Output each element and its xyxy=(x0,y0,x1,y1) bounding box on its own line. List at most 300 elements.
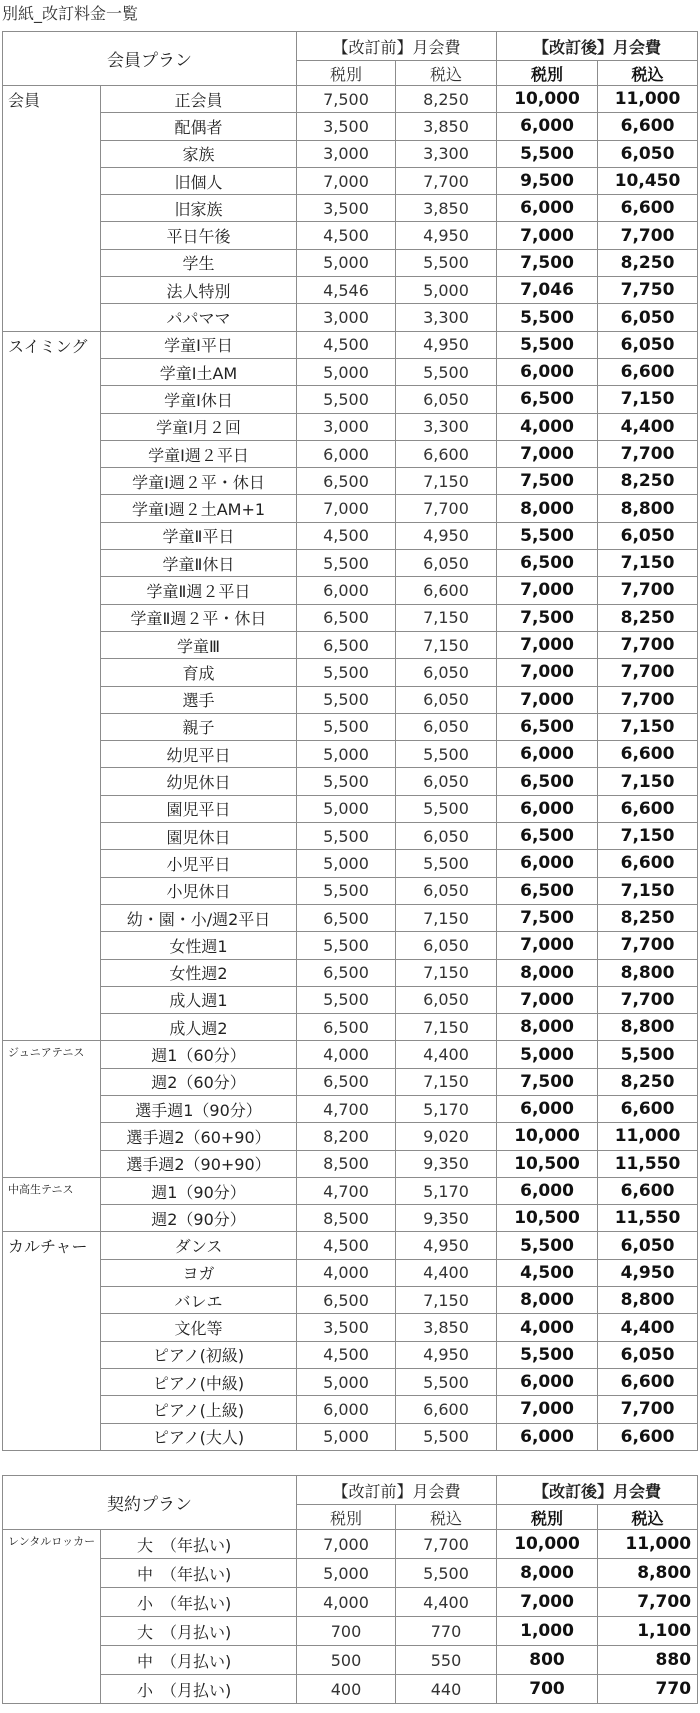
before-tax-incl-cell: 5,170 xyxy=(396,1177,497,1204)
before-tax-incl-cell: 5,500 xyxy=(396,741,497,768)
before-tax-incl-cell: 4,950 xyxy=(396,1232,497,1259)
before-tax-excl-header: 税別 xyxy=(297,61,396,86)
before-tax-excl-cell: 5,000 xyxy=(297,1559,396,1588)
before-tax-excl-cell: 5,000 xyxy=(297,741,396,768)
plan-name-cell: 学童Ⅱ週２平・休日 xyxy=(101,604,297,631)
before-tax-incl-cell: 4,950 xyxy=(396,1341,497,1368)
after-tax-incl-cell: 7,150 xyxy=(598,768,698,795)
table-row xyxy=(3,986,698,1013)
after-tax-excl-cell: 6,000 xyxy=(497,113,598,140)
before-tax-excl-cell: 5,500 xyxy=(297,386,396,413)
table-row xyxy=(3,1014,698,1041)
before-tax-excl-cell: 7,000 xyxy=(297,167,396,194)
plan-name-cell: 小 （年払い) xyxy=(101,1588,297,1617)
table-row xyxy=(3,1123,698,1150)
before-tax-incl-cell: 770 xyxy=(396,1617,497,1646)
plan-name-cell: パパママ xyxy=(101,304,297,331)
before-tax-excl-cell: 5,000 xyxy=(297,795,396,822)
before-tax-excl-cell: 4,000 xyxy=(297,1259,396,1286)
after-tax-incl-cell: 8,250 xyxy=(598,904,698,931)
after-tax-excl-cell: 7,500 xyxy=(497,468,598,495)
after-tax-incl-cell: 6,600 xyxy=(598,741,698,768)
after-tax-excl-cell: 7,500 xyxy=(497,604,598,631)
table-row xyxy=(3,195,698,222)
membership-fee-table xyxy=(2,31,698,1451)
locker-fee-table xyxy=(2,1475,698,1704)
after-tax-incl-cell: 6,600 xyxy=(598,1095,698,1122)
after-tax-excl-cell: 6,000 xyxy=(497,1095,598,1122)
plan-name-cell: 幼児休日 xyxy=(101,768,297,795)
table-row xyxy=(3,304,698,331)
before-tax-incl-cell: 7,150 xyxy=(396,959,497,986)
member-plan-header: 会員プラン xyxy=(3,32,297,86)
table-row xyxy=(3,222,698,249)
plan-name-cell: 週1（60分） xyxy=(101,1041,297,1068)
plan-name-cell: 学童Ⅰ週２平日 xyxy=(101,440,297,467)
plan-name-cell: 幼・園・小/週2平日 xyxy=(101,904,297,931)
table-row xyxy=(3,1646,698,1675)
plan-name-cell: 学童Ⅰ週２土AM+1 xyxy=(101,495,297,522)
table-row xyxy=(3,1177,698,1204)
after-tax-excl-cell: 10,000 xyxy=(497,1123,598,1150)
table-row xyxy=(3,850,698,877)
after-tax-excl-cell: 4,000 xyxy=(497,413,598,440)
plan-name-cell: 平日午後 xyxy=(101,222,297,249)
table-row xyxy=(3,277,698,304)
plan-name-cell: 小児平日 xyxy=(101,850,297,877)
before-tax-incl-cell: 3,850 xyxy=(396,113,497,140)
locker-after-tax-excl-header: 税別 xyxy=(497,1505,598,1530)
before-tax-excl-cell: 5,500 xyxy=(297,550,396,577)
before-tax-incl-cell: 6,050 xyxy=(396,659,497,686)
table-row xyxy=(3,86,698,113)
before-tax-incl-cell: 9,350 xyxy=(396,1205,497,1232)
after-tax-excl-cell: 6,000 xyxy=(497,1423,598,1450)
before-tax-incl-header: 税込 xyxy=(396,61,497,86)
before-tax-incl-cell: 5,500 xyxy=(396,1368,497,1395)
after-tax-incl-cell: 4,950 xyxy=(598,1259,698,1286)
category-cell: 会員 xyxy=(3,86,101,332)
table-row xyxy=(3,686,698,713)
before-tax-excl-cell: 3,000 xyxy=(297,140,396,167)
before-tax-excl-cell: 6,500 xyxy=(297,631,396,658)
table-row xyxy=(3,1588,698,1617)
table-row xyxy=(3,877,698,904)
before-tax-excl-cell: 4,700 xyxy=(297,1177,396,1204)
after-tax-incl-cell: 8,800 xyxy=(598,495,698,522)
after-tax-excl-cell: 8,000 xyxy=(497,1014,598,1041)
before-tax-incl-cell: 7,150 xyxy=(396,631,497,658)
before-tax-incl-cell: 3,850 xyxy=(396,195,497,222)
after-tax-excl-cell: 5,500 xyxy=(497,522,598,549)
before-tax-excl-cell: 5,500 xyxy=(297,768,396,795)
after-tax-excl-cell: 7,000 xyxy=(497,222,598,249)
table-row xyxy=(3,386,698,413)
table-row xyxy=(3,331,698,358)
after-tax-incl-cell: 8,800 xyxy=(598,1559,698,1588)
after-tax-incl-cell: 6,600 xyxy=(598,1423,698,1450)
table-row xyxy=(3,1396,698,1423)
after-tax-excl-cell: 6,500 xyxy=(497,386,598,413)
plan-name-cell: 学童Ⅱ休日 xyxy=(101,550,297,577)
before-tax-incl-cell: 3,300 xyxy=(396,304,497,331)
plan-name-cell: 週1（90分） xyxy=(101,1177,297,1204)
plan-name-cell: 学童Ⅰ月２回 xyxy=(101,413,297,440)
after-tax-incl-cell: 6,050 xyxy=(598,1341,698,1368)
after-tax-excl-cell: 7,500 xyxy=(497,249,598,276)
before-tax-incl-cell: 7,700 xyxy=(396,1530,497,1559)
after-tax-incl-cell: 7,150 xyxy=(598,823,698,850)
plan-name-cell: 成人週1 xyxy=(101,986,297,1013)
before-tax-incl-cell: 6,050 xyxy=(396,932,497,959)
before-tax-excl-cell: 7,000 xyxy=(297,1530,396,1559)
after-tax-excl-cell: 700 xyxy=(497,1675,598,1704)
after-tax-excl-cell: 6,500 xyxy=(497,550,598,577)
after-tax-excl-cell: 8,000 xyxy=(497,495,598,522)
after-tax-incl-cell: 8,250 xyxy=(598,604,698,631)
after-tax-excl-cell: 7,000 xyxy=(497,659,598,686)
table-row xyxy=(3,741,698,768)
before-tax-excl-cell: 5,000 xyxy=(297,358,396,385)
plan-name-cell: ピアノ(大人) xyxy=(101,1423,297,1450)
after-tax-excl-cell: 7,046 xyxy=(497,277,598,304)
before-tax-incl-cell: 5,500 xyxy=(396,1423,497,1450)
before-tax-excl-cell: 6,000 xyxy=(297,577,396,604)
before-tax-incl-cell: 6,050 xyxy=(396,713,497,740)
after-tax-excl-cell: 8,000 xyxy=(497,1559,598,1588)
after-tax-excl-cell: 6,000 xyxy=(497,1368,598,1395)
before-tax-incl-cell: 6,050 xyxy=(396,386,497,413)
after-tax-incl-header: 税込 xyxy=(598,61,698,86)
plan-name-cell: 法人特別 xyxy=(101,277,297,304)
plan-name-cell: 小児休日 xyxy=(101,877,297,904)
before-tax-incl-cell: 440 xyxy=(396,1675,497,1704)
after-tax-excl-cell: 5,500 xyxy=(497,1341,598,1368)
before-tax-incl-cell: 8,250 xyxy=(396,86,497,113)
before-tax-excl-cell: 6,500 xyxy=(297,1068,396,1095)
after-tax-incl-cell: 6,050 xyxy=(598,331,698,358)
table-row xyxy=(3,768,698,795)
table-row xyxy=(3,932,698,959)
after-tax-incl-cell: 10,450 xyxy=(598,167,698,194)
plan-name-cell: ダンス xyxy=(101,1232,297,1259)
before-tax-incl-cell: 6,600 xyxy=(396,1396,497,1423)
plan-name-cell: 家族 xyxy=(101,140,297,167)
table-row xyxy=(3,468,698,495)
table-row xyxy=(3,522,698,549)
after-tax-incl-cell: 7,700 xyxy=(598,577,698,604)
after-tax-incl-cell: 11,000 xyxy=(598,86,698,113)
table-row xyxy=(3,1314,698,1341)
after-tax-excl-cell: 6,000 xyxy=(497,1177,598,1204)
plan-name-cell: ピアノ(初級) xyxy=(101,1341,297,1368)
before-tax-excl-cell: 4,546 xyxy=(297,277,396,304)
after-tax-incl-cell: 6,050 xyxy=(598,140,698,167)
table-row xyxy=(3,1205,698,1232)
after-tax-incl-cell: 7,150 xyxy=(598,877,698,904)
table-row xyxy=(3,795,698,822)
plan-name-cell: 園児休日 xyxy=(101,823,297,850)
before-tax-incl-cell: 6,600 xyxy=(396,440,497,467)
table-row xyxy=(3,1423,698,1450)
after-tax-excl-cell: 5,500 xyxy=(497,140,598,167)
plan-name-cell: 選手 xyxy=(101,686,297,713)
after-tax-incl-cell: 6,600 xyxy=(598,795,698,822)
plan-name-cell: 週2（60分） xyxy=(101,1068,297,1095)
after-tax-excl-cell: 6,000 xyxy=(497,795,598,822)
before-tax-incl-cell: 5,170 xyxy=(396,1095,497,1122)
before-tax-excl-cell: 3,500 xyxy=(297,1314,396,1341)
before-tax-incl-cell: 4,400 xyxy=(396,1041,497,1068)
after-tax-excl-cell: 4,500 xyxy=(497,1259,598,1286)
plan-name-cell: ピアノ(中級) xyxy=(101,1368,297,1395)
before-tax-excl-cell: 5,000 xyxy=(297,1368,396,1395)
plan-name-cell: 大 （月払い) xyxy=(101,1617,297,1646)
table-row xyxy=(3,1368,698,1395)
after-tax-excl-cell: 7,500 xyxy=(497,1068,598,1095)
after-tax-incl-cell: 7,700 xyxy=(598,1396,698,1423)
table-row xyxy=(3,631,698,658)
table-row xyxy=(3,1232,698,1259)
table-row xyxy=(3,577,698,604)
after-tax-excl-cell: 7,000 xyxy=(497,1588,598,1617)
before-tax-excl-cell: 6,500 xyxy=(297,1014,396,1041)
after-tax-incl-cell: 7,700 xyxy=(598,932,698,959)
before-tax-excl-cell: 5,000 xyxy=(297,1423,396,1450)
plan-name-cell: ピアノ(上級) xyxy=(101,1396,297,1423)
before-tax-incl-cell: 7,150 xyxy=(396,1287,497,1314)
after-tax-incl-cell: 8,250 xyxy=(598,468,698,495)
after-tax-excl-cell: 5,500 xyxy=(497,1232,598,1259)
plan-name-cell: 学童Ⅰ土AM xyxy=(101,358,297,385)
plan-name-cell: 文化等 xyxy=(101,1314,297,1341)
before-tax-incl-cell: 4,400 xyxy=(396,1588,497,1617)
before-tax-excl-cell: 5,500 xyxy=(297,686,396,713)
before-tax-incl-cell: 6,050 xyxy=(396,823,497,850)
plan-name-cell: 成人週2 xyxy=(101,1014,297,1041)
before-tax-incl-cell: 9,350 xyxy=(396,1150,497,1177)
after-tax-incl-cell: 770 xyxy=(598,1675,698,1704)
before-tax-incl-cell: 6,050 xyxy=(396,686,497,713)
after-tax-excl-cell: 7,000 xyxy=(497,577,598,604)
before-tax-excl-cell: 5,500 xyxy=(297,986,396,1013)
before-tax-incl-cell: 3,850 xyxy=(396,1314,497,1341)
table-row xyxy=(3,823,698,850)
before-tax-excl-cell: 6,000 xyxy=(297,1396,396,1423)
after-tax-incl-cell: 4,400 xyxy=(598,1314,698,1341)
table-row xyxy=(3,113,698,140)
after-tax-incl-cell: 8,800 xyxy=(598,1014,698,1041)
category-cell: 中高生テニス xyxy=(3,1177,101,1232)
before-tax-excl-cell: 5,000 xyxy=(297,249,396,276)
before-tax-excl-cell: 6,500 xyxy=(297,468,396,495)
after-tax-excl-header: 税別 xyxy=(497,61,598,86)
after-tax-excl-cell: 6,000 xyxy=(497,195,598,222)
before-tax-excl-cell: 8,200 xyxy=(297,1123,396,1150)
after-tax-excl-cell: 7,000 xyxy=(497,440,598,467)
after-tax-incl-cell: 8,800 xyxy=(598,1287,698,1314)
before-tax-incl-cell: 4,950 xyxy=(396,522,497,549)
after-tax-incl-cell: 1,100 xyxy=(598,1617,698,1646)
before-tax-incl-cell: 5,500 xyxy=(396,795,497,822)
after-tax-excl-cell: 5,500 xyxy=(497,331,598,358)
before-tax-excl-cell: 4,500 xyxy=(297,1341,396,1368)
before-tax-excl-cell: 5,500 xyxy=(297,877,396,904)
plan-name-cell: 園児平日 xyxy=(101,795,297,822)
after-tax-incl-cell: 5,500 xyxy=(598,1041,698,1068)
after-tax-incl-cell: 7,150 xyxy=(598,386,698,413)
plan-name-cell: 学童Ⅱ平日 xyxy=(101,522,297,549)
after-tax-incl-cell: 6,600 xyxy=(598,358,698,385)
after-tax-excl-cell: 5,000 xyxy=(497,1041,598,1068)
before-tax-excl-cell: 3,500 xyxy=(297,195,396,222)
before-tax-excl-cell: 8,500 xyxy=(297,1205,396,1232)
plan-name-cell: 中 （年払い) xyxy=(101,1559,297,1588)
after-tax-excl-cell: 7,000 xyxy=(497,1396,598,1423)
plan-name-cell: 週2（90分） xyxy=(101,1205,297,1232)
before-tax-excl-cell: 4,700 xyxy=(297,1095,396,1122)
after-tax-excl-cell: 10,500 xyxy=(497,1205,598,1232)
after-tax-incl-cell: 8,250 xyxy=(598,1068,698,1095)
contract-plan-header: 契約プラン xyxy=(3,1476,297,1530)
table-row xyxy=(3,713,698,740)
before-tax-excl-cell: 7,000 xyxy=(297,495,396,522)
before-tax-incl-cell: 7,150 xyxy=(396,1014,497,1041)
plan-name-cell: 選手週1（90分） xyxy=(101,1095,297,1122)
before-tax-excl-cell: 3,000 xyxy=(297,413,396,440)
after-tax-excl-cell: 5,500 xyxy=(497,304,598,331)
before-tax-excl-cell: 4,000 xyxy=(297,1588,396,1617)
before-tax-excl-cell: 5,500 xyxy=(297,932,396,959)
locker-after-revision-header: 【改訂後】月会費 xyxy=(497,1476,698,1505)
after-tax-incl-cell: 7,700 xyxy=(598,631,698,658)
table-row xyxy=(3,1041,698,1068)
after-tax-incl-cell: 7,700 xyxy=(598,1588,698,1617)
before-tax-incl-cell: 7,150 xyxy=(396,904,497,931)
after-tax-excl-cell: 6,000 xyxy=(497,850,598,877)
document-title: 別紙_改訂料金一覧 xyxy=(2,4,139,23)
plan-name-cell: 学童Ⅰ平日 xyxy=(101,331,297,358)
before-tax-excl-cell: 8,500 xyxy=(297,1150,396,1177)
before-tax-excl-cell: 5,500 xyxy=(297,713,396,740)
before-tax-incl-cell: 6,050 xyxy=(396,986,497,1013)
plan-name-cell: 学生 xyxy=(101,249,297,276)
plan-name-cell: 選手週2（60+90） xyxy=(101,1123,297,1150)
after-tax-excl-cell: 7,000 xyxy=(497,686,598,713)
before-tax-excl-cell: 6,500 xyxy=(297,904,396,931)
before-tax-excl-cell: 4,500 xyxy=(297,522,396,549)
locker-before-tax-excl-header: 税別 xyxy=(297,1505,396,1530)
after-tax-excl-cell: 6,500 xyxy=(497,823,598,850)
table-row xyxy=(3,1675,698,1704)
before-tax-incl-cell: 5,500 xyxy=(396,850,497,877)
plan-name-cell: 中 （月払い) xyxy=(101,1646,297,1675)
after-tax-incl-cell: 11,000 xyxy=(598,1530,698,1559)
after-tax-excl-cell: 6,000 xyxy=(497,358,598,385)
after-tax-incl-cell: 11,550 xyxy=(598,1205,698,1232)
before-tax-incl-cell: 3,300 xyxy=(396,140,497,167)
after-tax-incl-cell: 7,150 xyxy=(598,713,698,740)
after-tax-excl-cell: 4,000 xyxy=(497,1314,598,1341)
table-row xyxy=(3,1259,698,1286)
before-tax-incl-cell: 7,700 xyxy=(396,495,497,522)
category-cell: ジュニアテニス xyxy=(3,1041,101,1177)
plan-name-cell: 旧家族 xyxy=(101,195,297,222)
after-tax-incl-cell: 8,800 xyxy=(598,959,698,986)
table-row xyxy=(3,1341,698,1368)
locker-after-tax-incl-header: 税込 xyxy=(598,1505,698,1530)
after-tax-incl-cell: 7,700 xyxy=(598,659,698,686)
plan-name-cell: 幼児平日 xyxy=(101,741,297,768)
plan-name-cell: 学童Ⅱ週２平日 xyxy=(101,577,297,604)
before-tax-excl-cell: 7,500 xyxy=(297,86,396,113)
after-tax-incl-cell: 880 xyxy=(598,1646,698,1675)
category-cell: スイミング xyxy=(3,331,101,1041)
table-row xyxy=(3,1617,698,1646)
before-tax-incl-cell: 5,500 xyxy=(396,1559,497,1588)
before-tax-incl-cell: 5,000 xyxy=(396,277,497,304)
before-tax-excl-cell: 6,000 xyxy=(297,440,396,467)
before-tax-incl-cell: 6,600 xyxy=(396,577,497,604)
plan-name-cell: 学童Ⅰ週２平・休日 xyxy=(101,468,297,495)
table-row xyxy=(3,659,698,686)
before-tax-excl-cell: 5,000 xyxy=(297,850,396,877)
before-tax-excl-cell: 4,500 xyxy=(297,331,396,358)
plan-name-cell: 女性週1 xyxy=(101,932,297,959)
table-row xyxy=(3,1150,698,1177)
before-tax-excl-cell: 700 xyxy=(297,1617,396,1646)
after-tax-incl-cell: 6,050 xyxy=(598,1232,698,1259)
after-tax-excl-cell: 7,000 xyxy=(497,631,598,658)
after-tax-incl-cell: 8,250 xyxy=(598,249,698,276)
after-tax-incl-cell: 6,600 xyxy=(598,1368,698,1395)
before-tax-incl-cell: 7,150 xyxy=(396,468,497,495)
before-tax-incl-cell: 6,050 xyxy=(396,768,497,795)
table-row xyxy=(3,959,698,986)
after-tax-excl-cell: 6,000 xyxy=(497,741,598,768)
plan-name-cell: 大 （年払い) xyxy=(101,1530,297,1559)
after-tax-excl-cell: 6,500 xyxy=(497,713,598,740)
after-tax-incl-cell: 4,400 xyxy=(598,413,698,440)
after-tax-excl-cell: 9,500 xyxy=(497,167,598,194)
table-row xyxy=(3,904,698,931)
before-tax-excl-cell: 6,500 xyxy=(297,604,396,631)
before-tax-incl-cell: 6,050 xyxy=(396,877,497,904)
plan-name-cell: 配偶者 xyxy=(101,113,297,140)
before-tax-excl-cell: 4,500 xyxy=(297,1232,396,1259)
after-tax-incl-cell: 7,700 xyxy=(598,686,698,713)
before-tax-excl-cell: 4,500 xyxy=(297,222,396,249)
table-row xyxy=(3,550,698,577)
table-row xyxy=(3,249,698,276)
before-tax-incl-cell: 5,500 xyxy=(396,358,497,385)
after-tax-excl-cell: 800 xyxy=(497,1646,598,1675)
after-tax-incl-cell: 11,000 xyxy=(598,1123,698,1150)
before-tax-incl-cell: 7,150 xyxy=(396,1068,497,1095)
before-tax-incl-cell: 550 xyxy=(396,1646,497,1675)
before-revision-header: 【改訂前】月会費 xyxy=(297,32,497,61)
after-revision-header: 【改訂後】月会費 xyxy=(497,32,698,61)
before-tax-incl-cell: 4,950 xyxy=(396,331,497,358)
plan-name-cell: 小 （月払い) xyxy=(101,1675,297,1704)
after-tax-incl-cell: 6,050 xyxy=(598,304,698,331)
after-tax-excl-cell: 8,000 xyxy=(497,959,598,986)
after-tax-excl-cell: 6,500 xyxy=(497,877,598,904)
before-tax-incl-cell: 6,050 xyxy=(396,550,497,577)
table-row xyxy=(3,604,698,631)
after-tax-excl-cell: 10,500 xyxy=(497,1150,598,1177)
before-tax-excl-cell: 6,500 xyxy=(297,1287,396,1314)
